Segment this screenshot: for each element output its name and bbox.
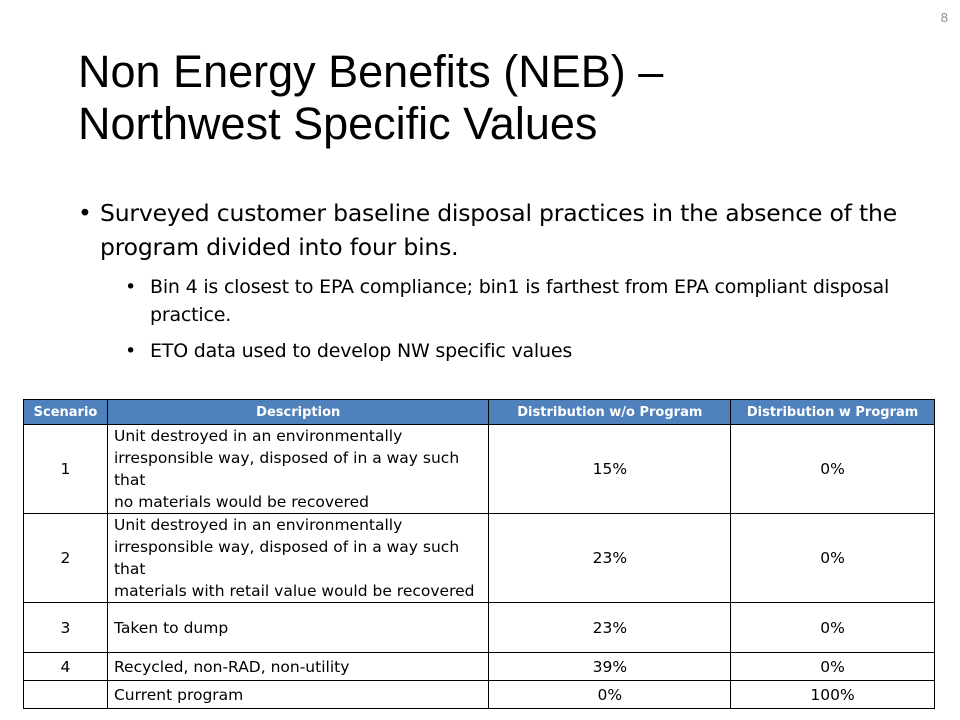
bullet-dot-icon: • xyxy=(125,276,137,298)
cell-scenario: 4 xyxy=(24,653,108,681)
table-row xyxy=(24,514,935,603)
cell-description xyxy=(107,681,489,709)
table-row xyxy=(24,425,935,514)
table-row xyxy=(24,653,935,681)
header-description: Description xyxy=(107,400,489,425)
bullet-list xyxy=(78,196,918,365)
bullet-dot-icon: • xyxy=(125,340,137,362)
sub-bullet-1 xyxy=(125,273,918,329)
cell-without-program: 23% xyxy=(489,603,731,653)
cell-with-program: 0% xyxy=(731,514,935,603)
cell-scenario xyxy=(24,681,108,709)
desc-line: Current program xyxy=(113,685,244,704)
table-row xyxy=(24,603,935,653)
cell-scenario: 1 xyxy=(24,425,108,514)
header-distribution-without: Distribution w/o Program xyxy=(489,400,731,425)
cell-description xyxy=(107,425,489,514)
cell-scenario: 2 xyxy=(24,514,108,603)
desc-line: Taken to dump xyxy=(113,618,229,637)
page-number: 8 xyxy=(940,10,948,25)
title-line-1: Non Energy Benefits (NEB) – xyxy=(78,46,664,97)
desc-line: materials with retail value would be recovered xyxy=(113,582,475,600)
desc-line: Unit destroyed in an environmentally xyxy=(113,427,403,445)
table-header-row xyxy=(24,400,935,425)
cell-with-program: 0% xyxy=(731,603,935,653)
cell-description xyxy=(107,653,489,681)
desc-line: Unit destroyed in an environmentally xyxy=(113,516,403,534)
cell-description xyxy=(107,514,489,603)
table-row xyxy=(24,681,935,709)
bullet-main xyxy=(78,196,918,264)
cell-without-program: 39% xyxy=(489,653,731,681)
sub-bullet-1-text: Bin 4 is closest to EPA compliance; bin1 is farthest from EPA compliant disposal practice. xyxy=(150,276,890,326)
cell-with-program: 0% xyxy=(731,425,935,514)
cell-with-program: 100% xyxy=(731,681,935,709)
sub-bullet-2-text: ETO data used to develop NW specific values xyxy=(150,340,573,362)
neb-table xyxy=(23,399,935,709)
slide-title xyxy=(78,46,918,150)
sub-bullet-2 xyxy=(125,337,918,365)
desc-line: Recycled, non-RAD, non-utility xyxy=(113,657,350,676)
desc-line: no materials would be recovered xyxy=(113,493,369,511)
bullet-main-text: Surveyed customer baseline disposal practices in the absence of the program divided into four bins. xyxy=(100,199,897,261)
cell-without-program: 0% xyxy=(489,681,731,709)
cell-without-program: 15% xyxy=(489,425,731,514)
desc-line: irresponsible way, disposed of in a way such that xyxy=(113,449,460,489)
title-line-2: Northwest Specific Values xyxy=(78,98,598,149)
cell-with-program: 0% xyxy=(731,653,935,681)
header-distribution-with: Distribution w Program xyxy=(731,400,935,425)
cell-scenario: 3 xyxy=(24,603,108,653)
cell-without-program: 23% xyxy=(489,514,731,603)
desc-line: irresponsible way, disposed of in a way such that xyxy=(113,538,460,578)
header-scenario: Scenario xyxy=(24,400,108,425)
bullet-dot-icon: • xyxy=(78,199,92,227)
cell-description xyxy=(107,603,489,653)
